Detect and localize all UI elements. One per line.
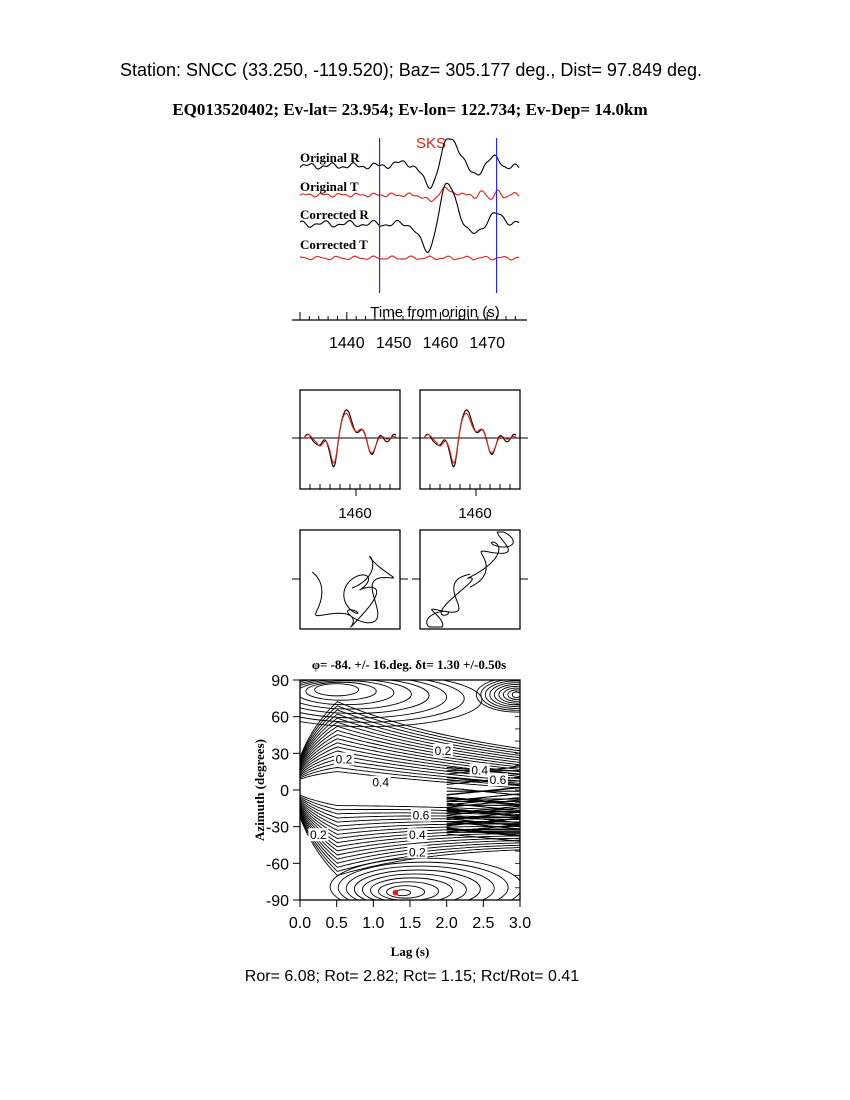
contour-label: 0.2 [408, 845, 426, 860]
particle-motion-trace [427, 532, 514, 627]
contour-line [362, 874, 466, 906]
contour-line [271, 676, 447, 718]
particle-box-left [300, 530, 400, 629]
trace-label-original-t: Original T [300, 179, 359, 194]
particle-motion-trace [312, 557, 394, 628]
trace-label-corrected-r: Corrected R [300, 207, 369, 222]
contour-x-tick-label: 2.0 [435, 915, 458, 932]
best-fit-marker [393, 890, 399, 896]
contour-y-tick-label: 0 [280, 783, 289, 800]
seismogram-panel [292, 135, 527, 352]
contour-y-tick-label: -30 [265, 819, 289, 837]
contour-label: 0.2 [309, 828, 327, 843]
contour-line [330, 858, 522, 915]
seismogram-xlabel: Time from origin (s) [370, 304, 500, 321]
contour-label: 0.4 [372, 775, 390, 790]
contour-y-tick-label: 30 [271, 746, 289, 764]
particle-box-right [420, 530, 520, 629]
waveform-overlay-panels [292, 390, 528, 522]
time-tick-label: 1460 [422, 335, 459, 352]
contour-line [387, 886, 425, 898]
contour-label: 0.6 [489, 773, 507, 788]
trace-label-original-r: Original R [300, 150, 360, 165]
contour-x-tick-label: 0.5 [325, 915, 348, 932]
contour-label: 0.2 [434, 743, 452, 758]
waveform-tick-right: 1460 [458, 505, 492, 522]
contour-ylabel: Azimuth (degrees) [252, 739, 267, 841]
particle-motion-panels [292, 530, 528, 629]
contour-line [481, 679, 552, 710]
contour-line [494, 684, 538, 704]
contour-x-tick-label: 2.5 [472, 915, 495, 932]
contour-y-tick-label: 90 [271, 673, 289, 690]
station-line: Station: SNCC (33.250, -119.520); Baz= 305.177 deg., Dist= 97.849 deg. [119, 60, 703, 80]
contour-label: 0.4 [471, 763, 489, 778]
contour-xlabel: Lag (s) [390, 944, 430, 959]
contour-label: 0.6 [412, 808, 430, 823]
contour-y-tick-label: 60 [271, 709, 289, 727]
contour-y-tick-label: -60 [265, 856, 289, 874]
contour-x-tick-label: 1.0 [362, 915, 385, 932]
waveform-tick-left: 1460 [338, 505, 372, 522]
contour-title: φ= -84. +/- 16.deg. δt= 1.30 +/-0.50s [311, 657, 507, 672]
contour-line [315, 684, 359, 696]
contour-label: 0.2 [335, 752, 353, 767]
contour-line [447, 794, 520, 801]
time-tick-label: 1450 [375, 335, 412, 352]
time-tick-label: 1440 [329, 335, 365, 352]
phase-label: SKS [415, 135, 447, 152]
trace-label-corrected-t: Corrected T [300, 237, 368, 252]
contour-x-tick-label: 0.0 [288, 915, 312, 932]
time-tick-label: 1470 [469, 335, 506, 352]
energy-contour-panel [252, 657, 556, 959]
ratio-line: Ror= 6.08; Rot= 2.82; Rct= 1.15; Rct/Rot= 0.41 [244, 968, 580, 985]
contour-label: 0.4 [408, 828, 426, 843]
contour-x-tick-label: 1.5 [398, 915, 422, 932]
event-line: EQ013520402; Ev-lat= 23.954; Ev-lon= 122.734; Ev-Dep= 14.0km [172, 100, 648, 119]
contour-line [306, 682, 376, 700]
contour-line [499, 686, 534, 703]
trace-corrected-t [300, 256, 519, 260]
contour-y-tick-label: -90 [265, 893, 289, 910]
contour-x-tick-label: 3.0 [508, 915, 532, 932]
